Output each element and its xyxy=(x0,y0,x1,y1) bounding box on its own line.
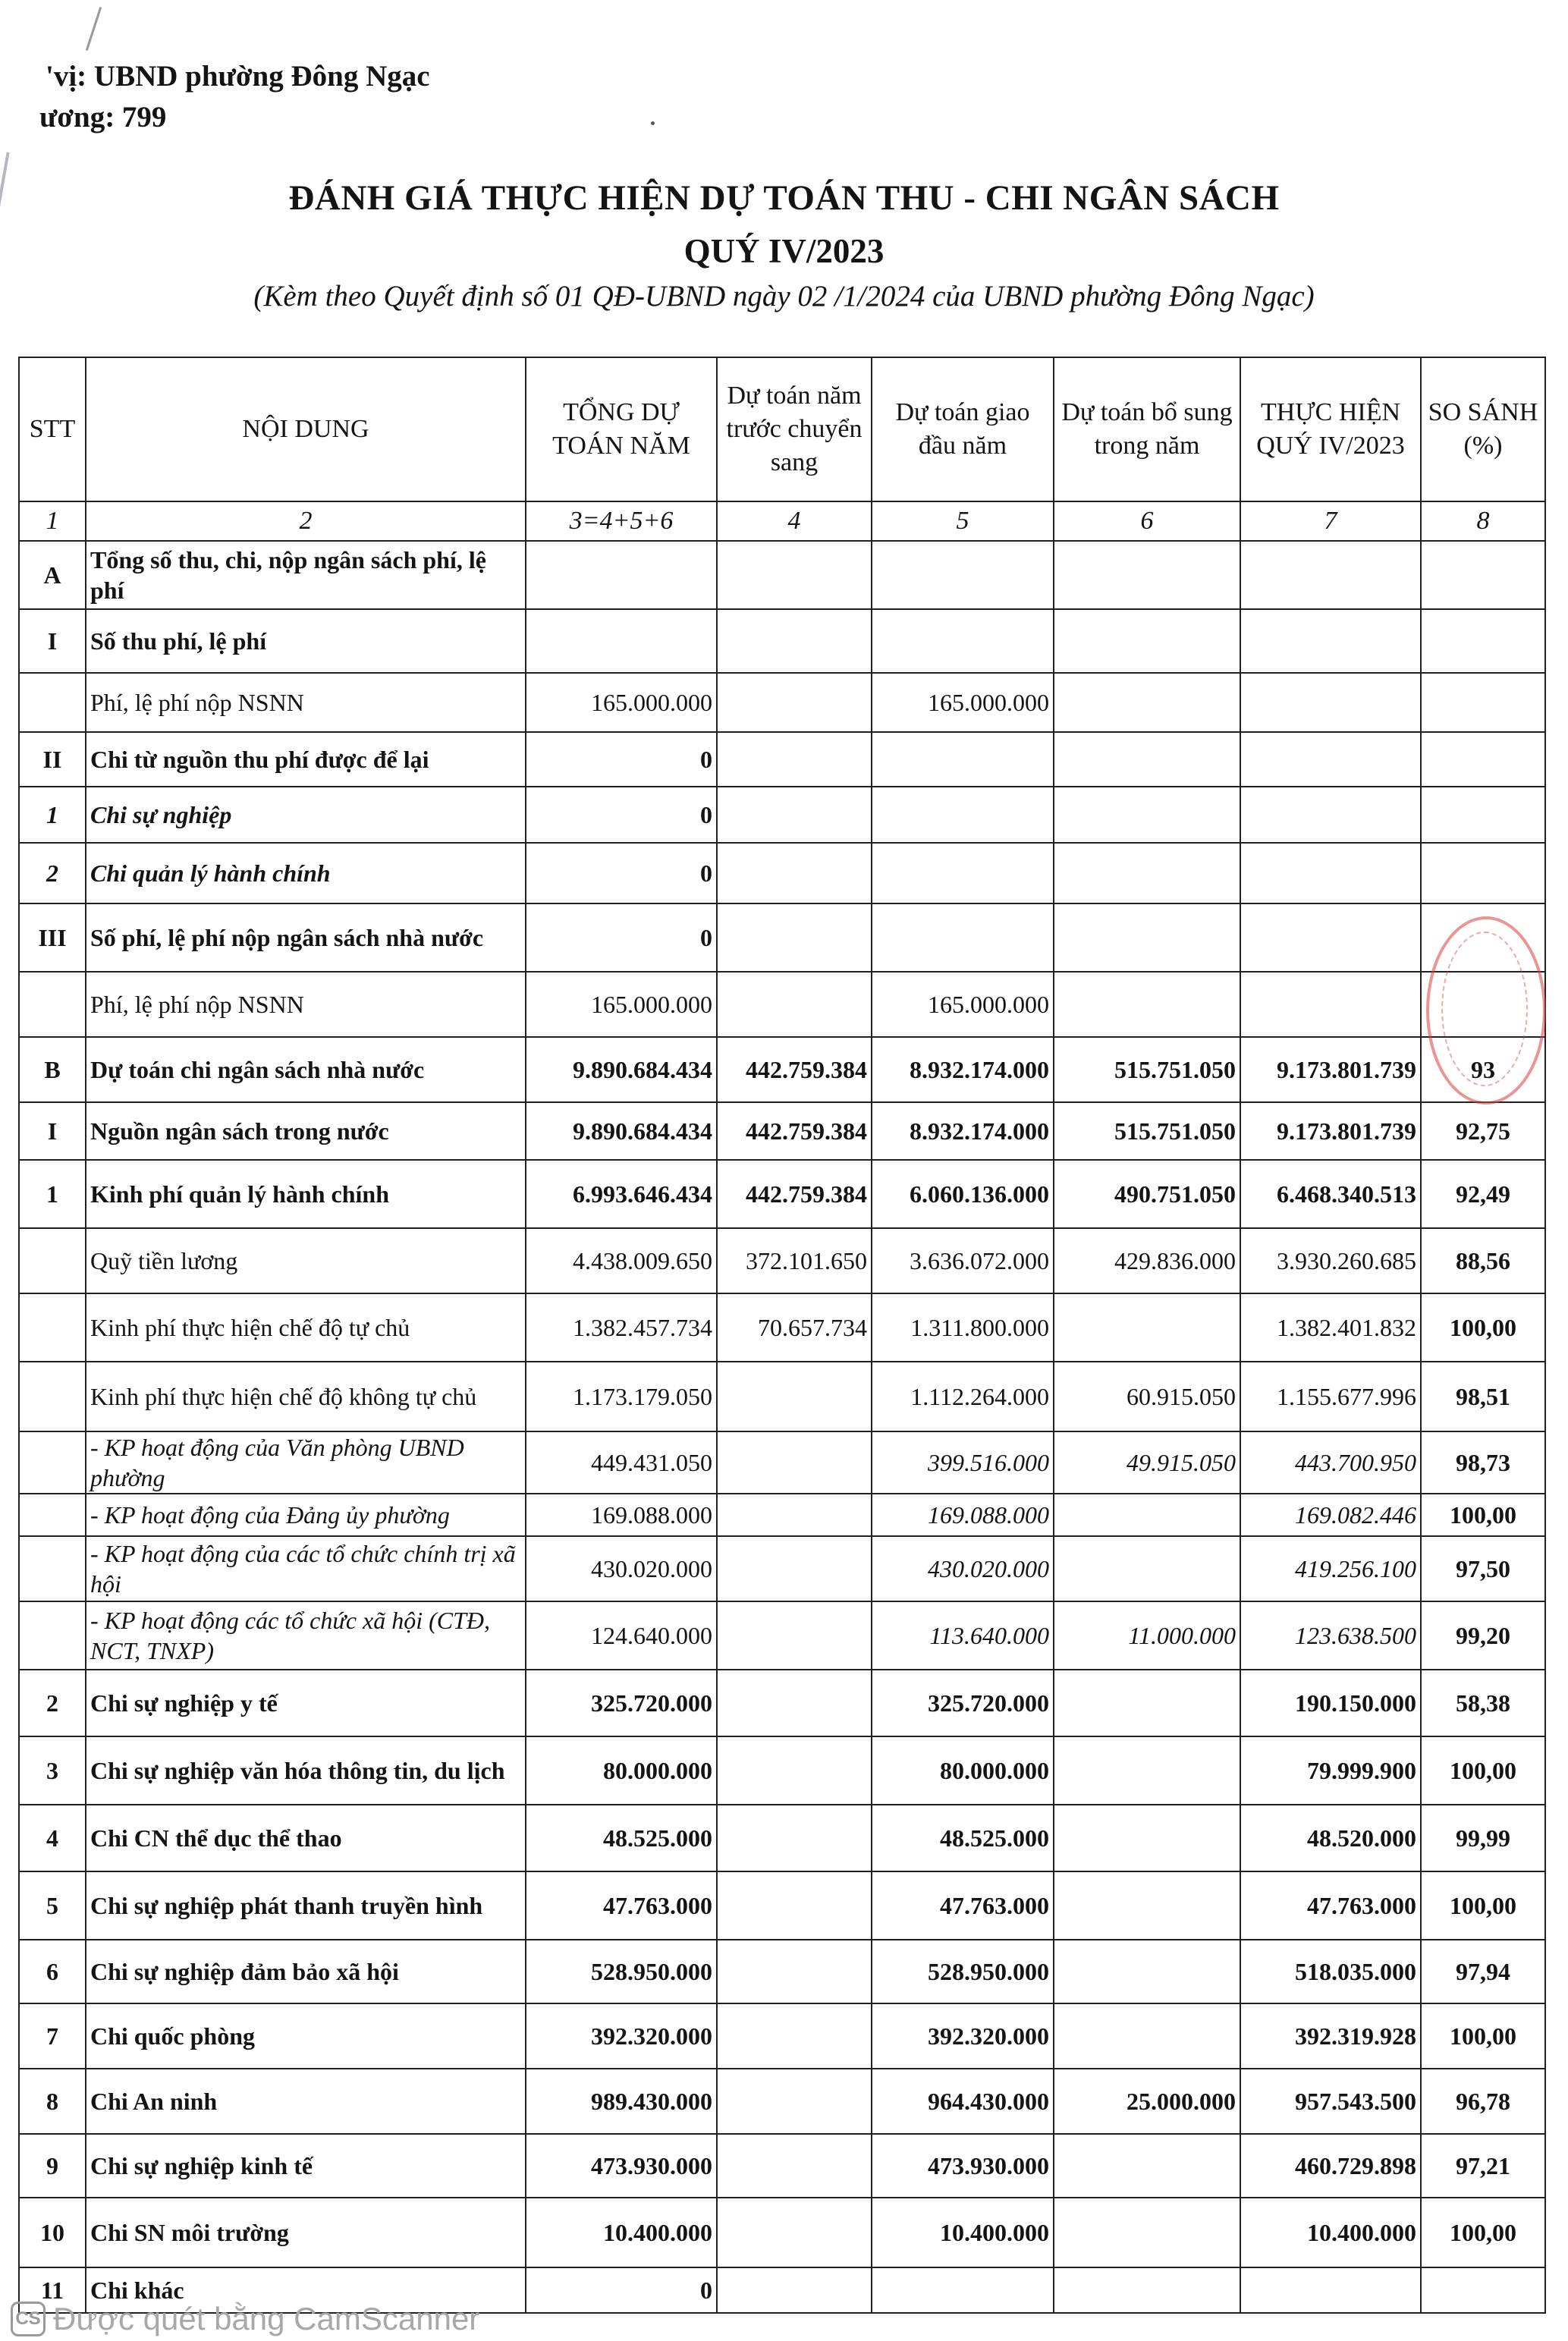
table-row xyxy=(19,1805,1545,1871)
row-content: Quỹ tiền lương xyxy=(86,1228,526,1293)
table-row xyxy=(19,1736,1545,1805)
row-supplement xyxy=(1054,843,1240,903)
row-supplement xyxy=(1054,2198,1240,2267)
row-supplement xyxy=(1054,2003,1240,2069)
row-supplement: 49.915.050 xyxy=(1054,1431,1240,1494)
camscanner-logo-icon: CS xyxy=(11,2302,46,2336)
table-row xyxy=(19,1601,1545,1670)
row-total: 528.950.000 xyxy=(526,1940,717,2003)
row-total: 989.430.000 xyxy=(526,2069,717,2134)
row-prev-year: 372.101.650 xyxy=(717,1228,872,1293)
row-supplement: 515.751.050 xyxy=(1054,1037,1240,1102)
row-total: 169.088.000 xyxy=(526,1494,717,1536)
row-compare: 98,73 xyxy=(1421,1431,1545,1494)
row-supplement xyxy=(1054,541,1240,609)
table-row xyxy=(19,673,1545,732)
row-actual: 460.729.898 xyxy=(1240,2134,1421,2198)
row-total: 9.890.684.434 xyxy=(526,1102,717,1160)
row-initial: 10.400.000 xyxy=(872,2198,1054,2267)
row-compare: 100,00 xyxy=(1421,1494,1545,1536)
row-stt: 1 xyxy=(19,787,86,843)
row-compare xyxy=(1421,609,1545,673)
row-stt: 4 xyxy=(19,1805,86,1871)
row-initial: 113.640.000 xyxy=(872,1601,1054,1670)
table-row xyxy=(19,972,1545,1037)
col-number: 4 xyxy=(717,501,872,541)
row-actual: 6.468.340.513 xyxy=(1240,1160,1421,1228)
row-supplement xyxy=(1054,1494,1240,1536)
row-supplement xyxy=(1054,1940,1240,2003)
row-supplement: 60.915.050 xyxy=(1054,1362,1240,1431)
table-row xyxy=(19,609,1545,673)
row-total: 165.000.000 xyxy=(526,972,717,1037)
row-actual: 3.930.260.685 xyxy=(1240,1228,1421,1293)
row-initial: 528.950.000 xyxy=(872,1940,1054,2003)
table-row xyxy=(19,2134,1545,2198)
row-actual: 957.543.500 xyxy=(1240,2069,1421,2134)
table-body xyxy=(19,541,1545,2313)
row-supplement: 429.836.000 xyxy=(1054,1228,1240,1293)
row-stt: 9 xyxy=(19,2134,86,2198)
row-stt: 7 xyxy=(19,2003,86,2069)
table-row xyxy=(19,2198,1545,2267)
row-content: Chi sự nghiệp đảm bảo xã hội xyxy=(86,1940,526,2003)
row-compare: 100,00 xyxy=(1421,2003,1545,2069)
row-stt: A xyxy=(19,541,86,609)
row-content: Chi sự nghiệp kinh tế xyxy=(86,2134,526,2198)
row-initial: 399.516.000 xyxy=(872,1431,1054,1494)
row-actual: 169.082.446 xyxy=(1240,1494,1421,1536)
row-initial xyxy=(872,787,1054,843)
table-row xyxy=(19,2003,1545,2069)
row-compare: 100,00 xyxy=(1421,1871,1545,1940)
row-total: 6.993.646.434 xyxy=(526,1160,717,1228)
row-content: Chi quốc phòng xyxy=(86,2003,526,2069)
row-compare: 96,78 xyxy=(1421,2069,1545,2134)
scanner-watermark xyxy=(0,2297,1568,2341)
row-actual xyxy=(1240,541,1421,609)
row-prev-year xyxy=(717,843,872,903)
row-actual xyxy=(1240,673,1421,732)
row-prev-year xyxy=(717,1601,872,1670)
table-row xyxy=(19,1940,1545,2003)
row-supplement xyxy=(1054,903,1240,972)
row-prev-year xyxy=(717,673,872,732)
row-content: Số phí, lệ phí nộp ngân sách nhà nước xyxy=(86,903,526,972)
row-total: 10.400.000 xyxy=(526,2198,717,2267)
row-content: - KP hoạt động của Văn phòng UBND phường xyxy=(86,1431,526,1494)
row-stt: II xyxy=(19,732,86,787)
row-stt: B xyxy=(19,1037,86,1102)
row-stt: 2 xyxy=(19,843,86,903)
row-supplement xyxy=(1054,787,1240,843)
row-stt xyxy=(19,972,86,1037)
table-row xyxy=(19,1431,1545,1494)
table-row xyxy=(19,1494,1545,1536)
row-actual xyxy=(1240,609,1421,673)
row-prev-year: 442.759.384 xyxy=(717,1160,872,1228)
header-stt: STT xyxy=(19,357,86,501)
row-stt xyxy=(19,1293,86,1362)
row-prev-year xyxy=(717,732,872,787)
table-row xyxy=(19,2069,1545,2134)
column-number-row xyxy=(19,501,1545,541)
col-number: 1 xyxy=(19,501,86,541)
row-initial: 6.060.136.000 xyxy=(872,1160,1054,1228)
table-row xyxy=(19,1293,1545,1362)
row-initial: 165.000.000 xyxy=(872,673,1054,732)
row-prev-year xyxy=(717,1431,872,1494)
row-actual: 190.150.000 xyxy=(1240,1670,1421,1736)
header-compare: SO SÁNH (%) xyxy=(1421,357,1545,501)
row-supplement xyxy=(1054,972,1240,1037)
row-initial: 964.430.000 xyxy=(872,2069,1054,2134)
col-number: 7 xyxy=(1240,501,1421,541)
row-total: 0 xyxy=(526,787,717,843)
row-prev-year xyxy=(717,541,872,609)
row-compare xyxy=(1421,541,1545,609)
row-compare xyxy=(1421,673,1545,732)
row-actual xyxy=(1240,972,1421,1037)
row-total: 473.930.000 xyxy=(526,2134,717,2198)
table-row xyxy=(19,1670,1545,1736)
table-row xyxy=(19,1228,1545,1293)
row-supplement xyxy=(1054,1805,1240,1871)
row-supplement: 25.000.000 xyxy=(1054,2069,1240,2134)
row-stt xyxy=(19,1601,86,1670)
col-number: 6 xyxy=(1054,501,1240,541)
row-initial: 473.930.000 xyxy=(872,2134,1054,2198)
row-prev-year xyxy=(717,2198,872,2267)
row-initial: 48.525.000 xyxy=(872,1805,1054,1871)
row-content: Chi sự nghiệp xyxy=(86,787,526,843)
row-actual: 419.256.100 xyxy=(1240,1536,1421,1601)
row-prev-year xyxy=(717,609,872,673)
row-actual xyxy=(1240,787,1421,843)
row-stt xyxy=(19,1228,86,1293)
row-content: Kinh phí quản lý hành chính xyxy=(86,1160,526,1228)
row-initial: 325.720.000 xyxy=(872,1670,1054,1736)
header-total-estimate: TỔNG DỰ TOÁN NĂM xyxy=(526,357,717,501)
header-content: NỘI DUNG xyxy=(86,357,526,501)
unit-name: 'vị: UBND phường Đông Ngạc xyxy=(46,60,430,93)
row-prev-year xyxy=(717,2134,872,2198)
row-supplement: 11.000.000 xyxy=(1054,1601,1240,1670)
header-supplement: Dự toán bổ sung trong năm xyxy=(1054,357,1240,501)
row-initial: 3.636.072.000 xyxy=(872,1228,1054,1293)
table-row xyxy=(19,732,1545,787)
row-content: Nguồn ngân sách trong nước xyxy=(86,1102,526,1160)
row-supplement xyxy=(1054,1871,1240,1940)
row-total: 0 xyxy=(526,903,717,972)
table-row xyxy=(19,903,1545,972)
row-supplement xyxy=(1054,1670,1240,1736)
header-actual: THỰC HIỆN QUÝ IV/2023 xyxy=(1240,357,1421,501)
row-stt: 3 xyxy=(19,1736,86,1805)
row-total xyxy=(526,609,717,673)
row-initial: 165.000.000 xyxy=(872,972,1054,1037)
row-initial xyxy=(872,903,1054,972)
row-prev-year xyxy=(717,2069,872,2134)
row-actual: 1.155.677.996 xyxy=(1240,1362,1421,1431)
row-supplement: 490.751.050 xyxy=(1054,1160,1240,1228)
row-initial xyxy=(872,541,1054,609)
row-total: 392.320.000 xyxy=(526,2003,717,2069)
table-row xyxy=(19,787,1545,843)
row-compare: 58,38 xyxy=(1421,1670,1545,1736)
row-compare: 92,75 xyxy=(1421,1102,1545,1160)
budget-table xyxy=(18,357,1546,2314)
row-content: Chi sự nghiệp phát thanh truyền hình xyxy=(86,1871,526,1940)
row-content: Chi SN môi trường xyxy=(86,2198,526,2267)
row-content: Chi quản lý hành chính xyxy=(86,843,526,903)
row-prev-year: 70.657.734 xyxy=(717,1293,872,1362)
row-compare: 97,21 xyxy=(1421,2134,1545,2198)
row-initial: 1.112.264.000 xyxy=(872,1362,1054,1431)
row-stt: I xyxy=(19,609,86,673)
table-row xyxy=(19,1536,1545,1601)
row-initial: 80.000.000 xyxy=(872,1736,1054,1805)
row-actual: 79.999.900 xyxy=(1240,1736,1421,1805)
row-initial: 392.320.000 xyxy=(872,2003,1054,2069)
chapter-code: ương: 799 xyxy=(39,101,167,134)
row-total: 0 xyxy=(526,732,717,787)
table-row xyxy=(19,541,1545,609)
row-stt: III xyxy=(19,903,86,972)
row-initial: 8.932.174.000 xyxy=(872,1037,1054,1102)
row-content: Tổng số thu, chi, nộp ngân sách phí, lệ phí xyxy=(86,541,526,609)
row-actual: 48.520.000 xyxy=(1240,1805,1421,1871)
row-prev-year xyxy=(717,1670,872,1736)
col-number: 2 xyxy=(86,501,526,541)
row-compare: 100,00 xyxy=(1421,1736,1545,1805)
row-initial: 169.088.000 xyxy=(872,1494,1054,1536)
row-content: Chi sự nghiệp y tế xyxy=(86,1670,526,1736)
row-stt xyxy=(19,1494,86,1536)
official-stamp-ring xyxy=(1441,932,1528,1086)
row-compare: 97,50 xyxy=(1421,1536,1545,1601)
row-total: 449.431.050 xyxy=(526,1431,717,1494)
row-total: 124.640.000 xyxy=(526,1601,717,1670)
row-actual: 518.035.000 xyxy=(1240,1940,1421,2003)
row-compare: 100,00 xyxy=(1421,2198,1545,2267)
row-actual xyxy=(1240,843,1421,903)
table-row xyxy=(19,843,1545,903)
row-actual: 47.763.000 xyxy=(1240,1871,1421,1940)
row-prev-year xyxy=(717,1871,872,1940)
row-content: - KP hoạt động các tổ chức xã hội (CTĐ, NCT, TNXP) xyxy=(86,1601,526,1670)
row-initial xyxy=(872,732,1054,787)
row-total: 0 xyxy=(526,843,717,903)
row-compare xyxy=(1421,843,1545,903)
header-initial-estimate: Dự toán giao đầu năm xyxy=(872,357,1054,501)
row-content: Số thu phí, lệ phí xyxy=(86,609,526,673)
row-total: 430.020.000 xyxy=(526,1536,717,1601)
row-content: Chi khác xyxy=(86,2267,526,2313)
row-content: - KP hoạt động của các tổ chức chính trị xã hội xyxy=(86,1536,526,1601)
row-content: Chi sự nghiệp văn hóa thông tin, du lịch xyxy=(86,1736,526,1805)
row-total: 1.173.179.050 xyxy=(526,1362,717,1431)
row-total: 47.763.000 xyxy=(526,1871,717,1940)
row-stt: 11 xyxy=(19,2267,86,2313)
row-compare: 99,20 xyxy=(1421,1601,1545,1670)
header-prev-year: Dự toán năm trước chuyển sang xyxy=(717,357,872,501)
row-compare: 92,49 xyxy=(1421,1160,1545,1228)
row-total: 48.525.000 xyxy=(526,1805,717,1871)
row-total: 325.720.000 xyxy=(526,1670,717,1736)
row-actual xyxy=(1240,732,1421,787)
row-content: Kinh phí thực hiện chế độ tự chủ xyxy=(86,1293,526,1362)
row-stt xyxy=(19,1431,86,1494)
row-total: 4.438.009.650 xyxy=(526,1228,717,1293)
scan-speck xyxy=(651,121,655,125)
row-actual xyxy=(1240,903,1421,972)
row-total: 80.000.000 xyxy=(526,1736,717,1805)
row-content: - KP hoạt động của Đảng ủy phường xyxy=(86,1494,526,1536)
table-row xyxy=(19,1160,1545,1228)
row-stt xyxy=(19,1536,86,1601)
row-stt: 2 xyxy=(19,1670,86,1736)
row-supplement xyxy=(1054,609,1240,673)
row-content: Dự toán chi ngân sách nhà nước xyxy=(86,1037,526,1102)
row-content: Phí, lệ phí nộp NSNN xyxy=(86,972,526,1037)
row-compare: 99,99 xyxy=(1421,1805,1545,1871)
row-prev-year xyxy=(717,1736,872,1805)
row-total xyxy=(526,541,717,609)
row-prev-year xyxy=(717,1536,872,1601)
row-actual: 1.382.401.832 xyxy=(1240,1293,1421,1362)
row-supplement: 515.751.050 xyxy=(1054,1102,1240,1160)
row-total: 9.890.684.434 xyxy=(526,1037,717,1102)
row-initial: 430.020.000 xyxy=(872,1536,1054,1601)
decision-reference: (Kèm theo Quyết định số 01 QĐ-UBND ngày 02 /1/2024 của UBND phường Đông Ngạc) xyxy=(253,280,1315,313)
col-number: 8 xyxy=(1421,501,1545,541)
row-compare xyxy=(1421,732,1545,787)
row-supplement xyxy=(1054,673,1240,732)
row-compare: 100,00 xyxy=(1421,1293,1545,1362)
row-stt: 6 xyxy=(19,1940,86,2003)
row-compare: 98,51 xyxy=(1421,1362,1545,1431)
col-number: 3=4+5+6 xyxy=(526,501,717,541)
row-initial: 47.763.000 xyxy=(872,1871,1054,1940)
table-row xyxy=(19,1871,1545,1940)
row-initial xyxy=(872,843,1054,903)
row-total: 1.382.457.734 xyxy=(526,1293,717,1362)
row-prev-year: 442.759.384 xyxy=(717,1102,872,1160)
row-content: Chi từ nguồn thu phí được để lại xyxy=(86,732,526,787)
row-compare: 97,94 xyxy=(1421,1940,1545,2003)
table-header-row xyxy=(19,357,1545,501)
row-prev-year xyxy=(717,2003,872,2069)
table-row xyxy=(19,1037,1545,1102)
row-initial xyxy=(872,609,1054,673)
row-total: 0 xyxy=(526,2267,717,2313)
row-actual: 123.638.500 xyxy=(1240,1601,1421,1670)
col-number: 5 xyxy=(872,501,1054,541)
row-prev-year xyxy=(717,903,872,972)
row-stt: I xyxy=(19,1102,86,1160)
row-content: Phí, lệ phí nộp NSNN xyxy=(86,673,526,732)
row-content: Kinh phí thực hiện chế độ không tự chủ xyxy=(86,1362,526,1431)
row-prev-year xyxy=(717,1940,872,2003)
row-stt: 8 xyxy=(19,2069,86,2134)
row-supplement xyxy=(1054,1536,1240,1601)
document-subtitle: QUÝ IV/2023 xyxy=(683,232,885,270)
row-stt: 1 xyxy=(19,1160,86,1228)
row-actual: 9.173.801.739 xyxy=(1240,1102,1421,1160)
row-supplement xyxy=(1054,1736,1240,1805)
row-prev-year xyxy=(717,787,872,843)
row-compare: 93 xyxy=(1421,1037,1545,1102)
row-prev-year: 442.759.384 xyxy=(717,1037,872,1102)
row-initial: 8.932.174.000 xyxy=(872,1102,1054,1160)
table-row xyxy=(19,1362,1545,1431)
document-title: ĐÁNH GIÁ THỰC HIỆN DỰ TOÁN THU - CHI NGÂN SÁCH xyxy=(288,178,1280,218)
scan-artifact-line xyxy=(86,7,102,51)
scanner-watermark-text: Được quét bằng CamScanner xyxy=(53,2301,480,2336)
row-compare xyxy=(1421,787,1545,843)
row-supplement xyxy=(1054,2134,1240,2198)
row-stt: 5 xyxy=(19,1871,86,1940)
row-prev-year xyxy=(717,1494,872,1536)
table-row xyxy=(19,1102,1545,1160)
row-prev-year xyxy=(717,972,872,1037)
row-supplement xyxy=(1054,732,1240,787)
row-supplement xyxy=(1054,1293,1240,1362)
row-stt xyxy=(19,1362,86,1431)
row-actual: 9.173.801.739 xyxy=(1240,1037,1421,1102)
row-actual: 443.700.950 xyxy=(1240,1431,1421,1494)
row-content: Chi CN thể dục thể thao xyxy=(86,1805,526,1871)
row-prev-year xyxy=(717,1362,872,1431)
row-stt: 10 xyxy=(19,2198,86,2267)
row-compare: 88,56 xyxy=(1421,1228,1545,1293)
row-actual: 392.319.928 xyxy=(1240,2003,1421,2069)
row-total: 165.000.000 xyxy=(526,673,717,732)
row-initial: 1.311.800.000 xyxy=(872,1293,1054,1362)
row-stt xyxy=(19,673,86,732)
row-actual: 10.400.000 xyxy=(1240,2198,1421,2267)
row-content: Chi An ninh xyxy=(86,2069,526,2134)
row-prev-year xyxy=(717,1805,872,1871)
